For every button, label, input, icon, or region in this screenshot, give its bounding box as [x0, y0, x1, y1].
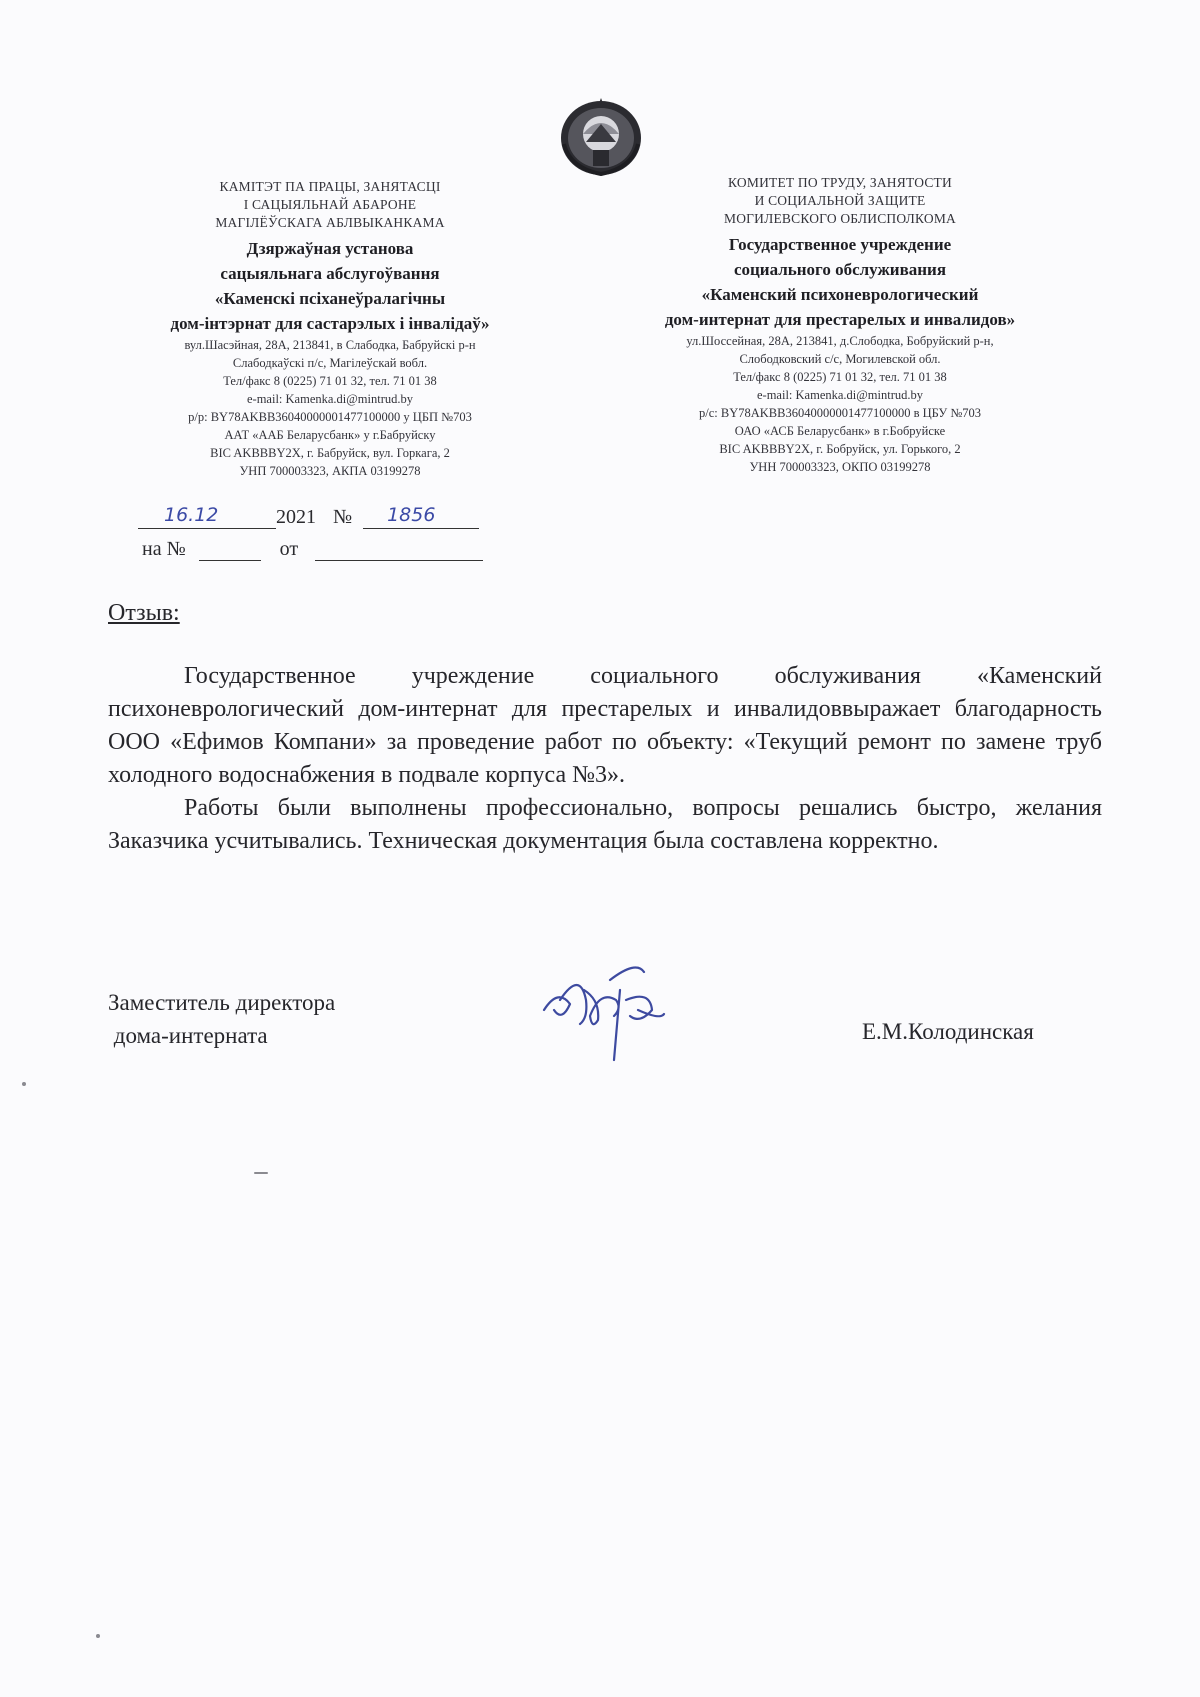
ref-number-field [199, 538, 261, 561]
outgoing-date-number [138, 506, 479, 529]
reference-line [142, 538, 483, 561]
agency-name-ru: КОМИТЕТ ПО ТРУДУ, ЗАНЯТОСТИ И СОЦИАЛЬНОЙ ЗАЩИТЕ МОГИЛЕВСКОГО ОБЛИСПОЛКОМА [724, 175, 956, 226]
agency-name-be: КАМІТЭТ ПА ПРАЦЫ, ЗАНЯТАСЦІ І САЦЫЯЛЬНАЙ АБАРОНЕ МАГІЛЁЎСКАГА АБЛВЫКАНКАМА [215, 179, 445, 230]
signatory-name: Е.М.Колодинская [862, 1019, 1034, 1044]
signatory-position: Заместитель директора дома-интерната [108, 990, 336, 1048]
letterhead-right [600, 174, 1080, 476]
date-handwritten: 16.12 [164, 504, 219, 526]
from-label: от [279, 538, 299, 560]
paragraph: Государственное учреждение социального обслуживания «Каменский психоневрологический дом-интернат для престарелых и инвалидоввыражает благодарность ООО «Ефимов Компани» за проведение работ по объекту: «Текущий ремонт по замене труб холодного водоснабжения в подвале корпуса №3». [108, 663, 1102, 788]
ref-date-field [315, 538, 483, 561]
number-handwritten: 1856 [387, 504, 436, 526]
ref-label: на № [142, 538, 186, 560]
contact-details-ru: ул.Шоссейная, 28А, 213841, д.Слободка, Бобруйский р-н, Слободковский с/с, Могилевской обл. Тел/факс 8 (0225) 71 01 32, тел. 71 01 38 e-mail: Kamenka.di@mintrud.by р/с: BY78AKBB36040000001477100000 в ЦБУ №703 ОАО «АСБ Беларусбанк» в г.Бобруйске BIC AKBBBY2X, г. Бобруйск, ул. Горького, 2 УНН 700003323, ОКПО 03199278 [686, 334, 994, 474]
contact-details-be: вул.Шасэйная, 28А, 213841, в Слабодка, Бабруйскі р-н Слабодкаўскі п/с, Магілеўскай вобл. Тел/факс 8 (0225) 71 01 32, тел. 71 01 38 e-mail: Kamenka.di@mintrud.by р/р: BY78AKBB36040000001477100000 у ЦБП №703 ААТ «ААБ Беларусбанк» у г.Бабруйску BIC AKBBBY2X, г. Бабруйск, вул. Горкага, 2 УНП 700003323, АКПА 03199278 [184, 338, 476, 478]
document-body [108, 660, 1102, 858]
handwritten-signature-icon [540, 960, 670, 1070]
scan-speck [96, 1634, 100, 1638]
number-field [363, 506, 479, 529]
number-sign: № [333, 506, 353, 528]
document-heading: Отзыв: [108, 600, 180, 626]
institution-name-ru: Государственное учреждение социального обслуживания «Каменский психоневрологический дом-интернат для престарелых и инвалидов» [664, 235, 1016, 329]
year-label: 2021 [276, 506, 316, 528]
letterhead-left [100, 178, 560, 480]
paragraph: Работы были выполнены профессионально, вопросы решались быстро, желания Заказчика усчитывались. Техническая документация была составлена корректно. [108, 795, 1102, 854]
scan-speck [22, 1082, 26, 1086]
state-emblem-icon [556, 94, 646, 178]
institution-name-be: Дзяржаўная установа сацыяльнага абслугоўвання «Каменскі псіханеўралагічны дом-інтэрнат для састарэлых і інвалідаў» [170, 239, 490, 333]
date-field [138, 506, 276, 529]
scan-speck [254, 1172, 268, 1174]
